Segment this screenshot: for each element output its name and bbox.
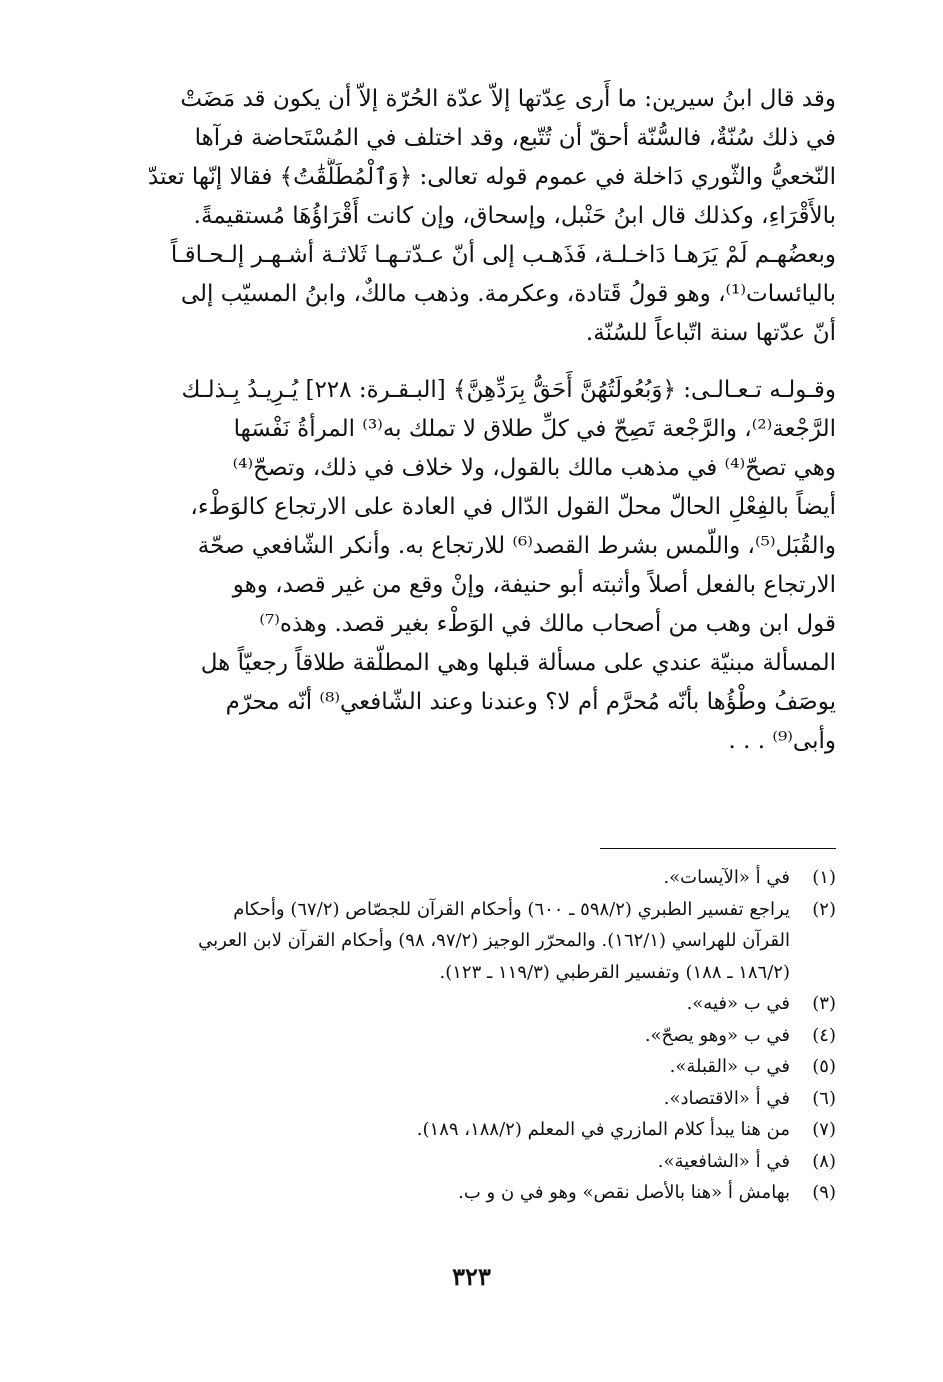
text-line: يوصَفُ وطْؤُها بأنّه مُحرَّم أم لا؟ وعندنا وعند الشّافعي⁽⁸⁾ أنّه محرّم <box>225 689 836 715</box>
text-line: وأبى⁽⁹⁾ . . . <box>728 728 836 754</box>
footnote-number: (٢) <box>812 898 836 920</box>
text-line: المسألة مبنيّة عندي على مسألة قبلها وهي المطلّقة طلاقاً رجعيّاً هل <box>200 650 836 676</box>
footnote-item <box>108 1177 836 1209</box>
footnote-text: في ب «فيه». <box>686 993 790 1014</box>
footnote-text: في ب «وهو يصحّ». <box>644 1024 790 1046</box>
footnote-text <box>108 894 790 989</box>
text-line: باليائسات⁽¹⁾، وهو قولُ قَتادة، وعكرمة. وذهب مالكٌ، وابنُ المسيّب إلى <box>180 281 836 307</box>
footnote-number: (٧) <box>812 1119 836 1140</box>
footnote-number: (٨) <box>812 1150 836 1172</box>
text-line: أنّ عدّتها سنة اتّباعاً للسُنّة. <box>585 320 836 346</box>
footnote-line: (١٨٦/٢ ـ ١٨٨) وتفسير القرطبي (١١٩/٣ ـ ١٢٣). <box>439 961 790 983</box>
text-line: وقـولـه تـعـالـى: ﴿وَبُعُولَتُهُنَّ أَحَقُّ بِرَدِّهِنَّ﴾ [البـقـرة: ٢٢٨] يُـرِيـدُ بِـذلـك <box>181 377 836 403</box>
text-line: الرَّجْعة⁽²⁾، والرَّجْعة تَصِحّ في كلِّ طلاق لا تملك به⁽³⁾ المرأةُ نَفْسَها <box>233 416 836 442</box>
footnote-divider <box>600 848 836 849</box>
footnote-line: يراجع تفسير الطبري (٥٩٨/٢ ـ ٦٠٠) وأحكام القرآن للجصّاص (٦٧/٢) وأحكام <box>233 898 790 920</box>
footnote-text: من هنا يبدأ كلام المازري في المعلم (١٨٨/٢، ١٨٩). <box>416 1119 790 1140</box>
footnote-text: في أ «الآيسات». <box>663 867 790 888</box>
paragraph-1 <box>108 80 836 353</box>
text-line: في ذلك سُنّةٌ، فالسُّنّة أحقّ أن تُتّبع، وقد اختلف في المُسْتَحاضة فرآها <box>194 125 836 151</box>
main-text <box>108 80 836 761</box>
text-line: الارتجاع بالفعل أصلاً وأثبته أبو حنيفة، وإنْ وقع من غير قصد، وهو <box>232 572 836 598</box>
footnote-text: في ب «القبلة». <box>669 1056 790 1077</box>
footnote-line: القرآن للهراسي (١٦٢/١). والمحرّر الوجيز (٩٧/٢، ٩٨) وأحكام القرآن لابن العربي <box>198 930 790 951</box>
footnote-item <box>108 1083 836 1115</box>
text-line: والقُبَل⁽⁵⁾، واللّمس بشرط القصد⁽⁶⁾ للارتجاع به. وأنكر الشّافعي صحّة <box>197 533 836 559</box>
footnote-item <box>108 988 836 1020</box>
footnote-number: (٩) <box>812 1182 836 1203</box>
footnote-text: في أ «الشافعية». <box>657 1150 790 1172</box>
footnote-item <box>108 894 836 989</box>
footnote-number: (٥) <box>812 1056 836 1077</box>
footnote-item <box>108 1146 836 1178</box>
text-line: وبعضُهـم لَمْ يَرَهـا دَاخـلـة، فَذَهـب إلى أنّ عـدّتـهـا ثَلاثـة أشـهـر إلـحـاقـاً <box>170 242 836 268</box>
footnote-text: بهامش أ «هنا بالأصل نقص» وهو في ن و ب. <box>458 1182 790 1203</box>
text-line: وقد قال ابنُ سيرين: ما أَرى عِدّتها إلاّ عدّة الحُرّة إلاّ أن يكون قد مَضَتْ <box>180 86 836 112</box>
footnote-number: (٦) <box>812 1087 836 1109</box>
footnotes <box>108 862 836 1209</box>
footnote-item <box>108 1020 836 1052</box>
text-line: وهي تصحّ⁽⁴⁾ في مذهب مالك بالقول، ولا خلاف في ذلك، وتصحّ⁽⁴⁾ <box>232 455 836 481</box>
paragraph-2 <box>108 371 836 761</box>
footnote-item <box>108 1114 836 1146</box>
page-number: ٣٢٣ <box>452 1262 491 1291</box>
text-line: النّخعيُّ والثّوري دَاخلة في عموم قوله تعالى: ﴿وَٱلْمُطَلَّقَٰتُ﴾ فقالا إنّها تعتدّ <box>148 164 836 190</box>
footnote-number: (٤) <box>812 1024 836 1046</box>
footnote-text: في أ «الاقتصاد». <box>663 1087 790 1109</box>
footnote-number: (٣) <box>812 993 836 1014</box>
text-line: أيضاً بالفِعْلِ الحالّ محلّ القول الدّال في العادة على الارتجاع كالوَطْء، <box>190 494 836 520</box>
footnote-item <box>108 1051 836 1083</box>
footnote-number: (١) <box>812 867 836 888</box>
text-line: بالأَقْرَاءِ، وكذلك قال ابنُ حَنْبل، وإسحاق، وإن كانت أَقْرَاؤُهَا مُستقيمةً. <box>193 203 836 229</box>
text-line: قول ابن وهب من أصحاب مالك في الوَطْء بغير قصد. وهذه⁽⁷⁾ <box>259 611 836 637</box>
footnote-item <box>108 862 836 894</box>
